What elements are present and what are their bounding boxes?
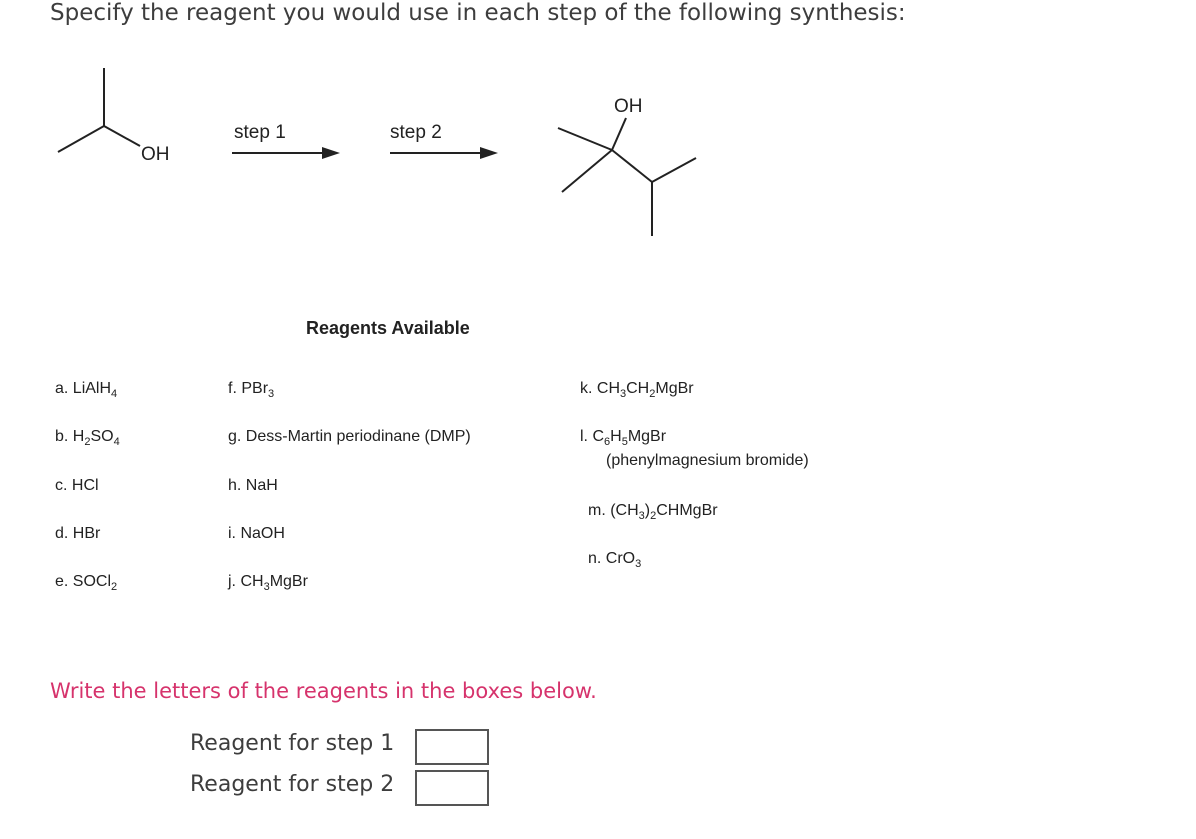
product-bond-far-right bbox=[652, 158, 696, 182]
formula-subscript: 4 bbox=[111, 388, 118, 401]
formula-part: ) bbox=[644, 502, 651, 519]
product-structure bbox=[558, 118, 696, 236]
reagent-j bbox=[228, 573, 308, 593]
formula-part: LiAlH bbox=[72, 380, 112, 397]
reagent-letter: d. bbox=[55, 525, 73, 542]
formula-subscript: 5 bbox=[621, 436, 628, 449]
formula-part: HBr bbox=[72, 525, 101, 542]
start-bond-left bbox=[58, 126, 104, 152]
reagent-l bbox=[580, 428, 666, 448]
formula-part: CHMgBr bbox=[656, 502, 718, 519]
step1-arrowhead bbox=[322, 147, 340, 159]
formula-part: C bbox=[592, 428, 605, 445]
reagent-a bbox=[55, 380, 117, 400]
formula-subscript: 2 bbox=[111, 581, 118, 594]
step1-answer-input[interactable] bbox=[415, 729, 489, 765]
reagent-letter: h. bbox=[228, 477, 246, 494]
reagent-letter: i. bbox=[228, 525, 241, 542]
formula-part: MgBr bbox=[655, 380, 694, 397]
formula-part: H bbox=[610, 428, 622, 445]
reagent-c bbox=[55, 477, 99, 495]
formula-part: HCl bbox=[71, 477, 99, 494]
reagents-available-title: Reagents Available bbox=[306, 318, 470, 338]
reagent-letter: n. bbox=[588, 550, 606, 567]
reagent-l-note: (phenylmagnesium bromide) bbox=[606, 452, 809, 469]
reagent-f bbox=[228, 380, 274, 400]
reagent-n bbox=[588, 550, 641, 570]
formula-part: NaH bbox=[245, 477, 278, 494]
formula-part: (CH bbox=[610, 502, 639, 519]
formula-part: CH bbox=[240, 573, 264, 590]
step2-label: step 2 bbox=[390, 122, 442, 143]
reagent-letter: f. bbox=[228, 380, 242, 397]
formula-subscript: 4 bbox=[113, 436, 120, 449]
reagent-k bbox=[580, 380, 694, 400]
formula-subscript: 2 bbox=[649, 388, 656, 401]
formula-subscript: 3 bbox=[268, 388, 275, 401]
formula-part: CH bbox=[626, 380, 650, 397]
formula-subscript: 2 bbox=[84, 436, 91, 449]
formula-part: MgBr bbox=[269, 573, 308, 590]
formula-part: H bbox=[72, 428, 85, 445]
formula-part: Dess-Martin periodinane (DMP) bbox=[245, 428, 471, 445]
start-oh-label: OH bbox=[141, 144, 170, 165]
reagent-h bbox=[228, 477, 278, 495]
formula-part: MgBr bbox=[627, 428, 667, 445]
reagent-b bbox=[55, 428, 120, 448]
step2-arrowhead bbox=[480, 147, 498, 159]
product-oh-label: OH bbox=[614, 96, 643, 117]
reagent-d bbox=[55, 525, 100, 543]
reagent-letter: b. bbox=[55, 428, 73, 445]
formula-subscript: 2 bbox=[650, 510, 657, 523]
step2-answer-input[interactable] bbox=[415, 770, 489, 806]
product-bond-upper-left bbox=[558, 128, 612, 150]
formula-part: SO bbox=[90, 428, 114, 445]
reagent-letter: c. bbox=[55, 477, 72, 494]
step2-answer-label: Reagent for step 2 bbox=[190, 772, 395, 797]
reagent-letter: e. bbox=[55, 573, 73, 590]
reagent-i bbox=[228, 525, 285, 543]
instruction-text: Write the letters of the reagents in the boxes below. bbox=[50, 679, 597, 703]
product-bond-right bbox=[612, 150, 652, 182]
formula-part: CrO bbox=[605, 550, 636, 567]
reagent-g bbox=[228, 428, 471, 446]
starting-material-structure bbox=[58, 68, 140, 152]
reagent-letter: g. bbox=[228, 428, 246, 445]
formula-part: PBr bbox=[241, 380, 269, 397]
product-bond-lower-left bbox=[562, 150, 612, 192]
reagent-letter: l. bbox=[580, 428, 593, 445]
formula-subscript: 3 bbox=[638, 510, 645, 523]
formula-subscript: 3 bbox=[635, 558, 642, 571]
question-text: Specify the reagent you would use in each step of the following synthesis: bbox=[50, 0, 906, 26]
synthesis-scheme bbox=[0, 0, 760, 250]
formula-part: SOCl bbox=[72, 573, 112, 590]
formula-part: NaOH bbox=[240, 525, 285, 542]
formula-part: CH bbox=[596, 380, 620, 397]
product-bond-oh bbox=[612, 118, 626, 150]
reagent-letter: m. bbox=[588, 502, 611, 519]
reagent-letter: a. bbox=[55, 380, 73, 397]
reagent-e bbox=[55, 573, 117, 593]
formula-subscript: 3 bbox=[620, 388, 627, 401]
reagent-letter: k. bbox=[580, 380, 597, 397]
start-bond-right bbox=[104, 126, 140, 146]
formula-subscript: 3 bbox=[263, 581, 270, 594]
reagent-m bbox=[588, 502, 718, 522]
reagent-letter: j. bbox=[228, 573, 241, 590]
formula-subscript: 6 bbox=[604, 436, 611, 449]
step1-label: step 1 bbox=[234, 122, 286, 143]
step1-answer-label: Reagent for step 1 bbox=[190, 731, 395, 756]
